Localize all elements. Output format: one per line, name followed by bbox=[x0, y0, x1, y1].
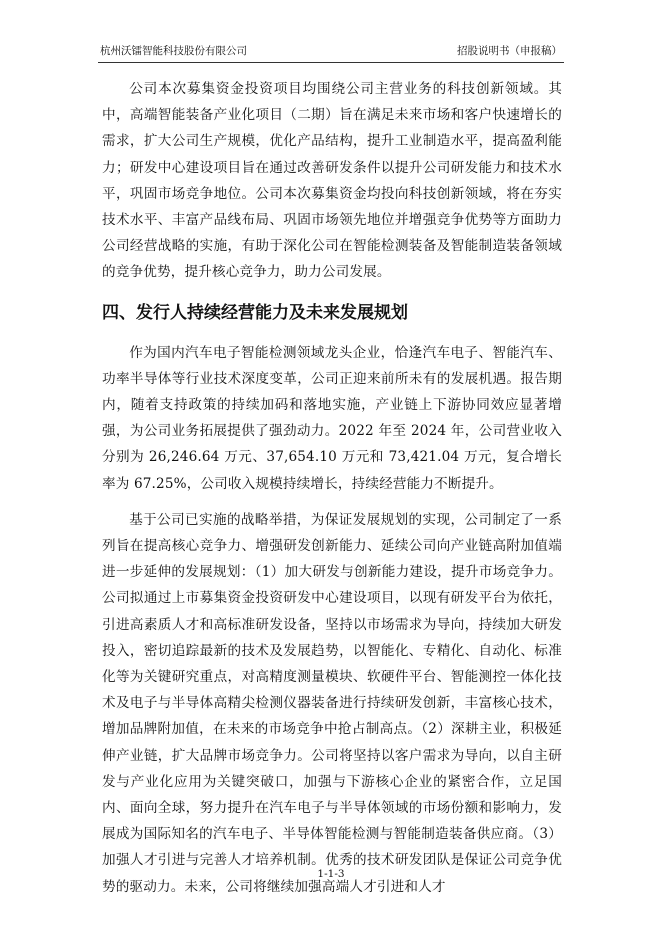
document-body bbox=[102, 76, 562, 900]
header-company-name: 杭州沃镭智能科技股份有限公司 bbox=[100, 45, 247, 57]
section-heading: 四、发行人持续经营能力及未来发展规划 bbox=[102, 302, 408, 323]
page-number: 1-1-3 bbox=[317, 868, 345, 880]
paragraph-fundraising-projects: 公司本次募集资金投资项目均围绕公司主营业务的科技创新领域。其中，高端智能装备产业化项目（二期）旨在满足未来市场和客户快速增长的需求，扩大公司生产规模，优化产品结构，提升工业制造水平，提高盈利能力；研发中心建设项目旨在通过改善研发条件以提升公司研发能力和技术水平，巩固市场竞争地位。公司本次募集资金均投向科技创新领域，将在夯实技术水平、丰富产品线布局、巩固市场领先地位并增强竞争优势等方面助力公司经营战略的实施，有助于深化公司在智能检测装备及智能制造装备领域的竞争优势，提升核心竞争力，助力公司发展。 bbox=[102, 81, 562, 281]
page-header bbox=[98, 42, 564, 63]
paragraph-development-plan: 基于公司已实施的战略举措，为保证发展规划的实现，公司制定了一系列旨在提高核心竞争力、增强研发创新能力、延续公司向产业链高附加值端进一步延伸的发展规划：（1）加大研发与创新能力建设，提升市场竞争力。公司拟通过上市募集资金投资研发中心建设项目，以现有研发平台为依托，引进高素质人才和高标准研发设备，坚持以市场需求为导向，持续加大研发投入，密切追踪最新的技术及发展趋势，以智能化、专精化、自动化、标准化等为关键研究重点，对高精度测量模块、软硬件平台、智能测控一体化技术及电子与半导体高精尖检测仪器装备进行持续研发创新，丰富核心技术，增加品牌附加值，在未来的市场竞争中抢占制高点。（2）深耕主业，积极延伸产业链，扩大品牌市场竞争力。公司将坚持以客户需求为导向，以自主研发与产业化应用为关键突破口，加强与下游核心企业的紧密合作，立足国内、面向全球，努力提升在汽车电子与半导体领域的市场份额和影响力，发展成为国际知名的汽车电子、半导体智能检测与智能制造装备供应商。（3）加强人才引进与完善人才培养机制。优秀的技术研发团队是保证公司竞争优势的驱动力。未来，公司将继续加强高端人才引进和人才 bbox=[102, 511, 562, 895]
paragraph-operating-capability: 作为国内汽车电子智能检测领域龙头企业，恰逢汽车电子、智能汽车、功率半导体等行业技术深度变革，公司正迎来前所未有的发展机遇。报告期内，随着支持政策的持续加码和落地实施，产业链上下游协同效应显著增强，为公司业务拓展提供了强劲动力。2022 年至 2024 年，公司营业收入分别为 26,246.64 万元、37,654.10 万元和 73,421.04 万元，复合增长率为 67.25%，公司收入规模持续增长，持续经营能力不断提升。 bbox=[102, 344, 562, 492]
header-document-type: 招股说明书（申报稿） bbox=[457, 45, 562, 57]
